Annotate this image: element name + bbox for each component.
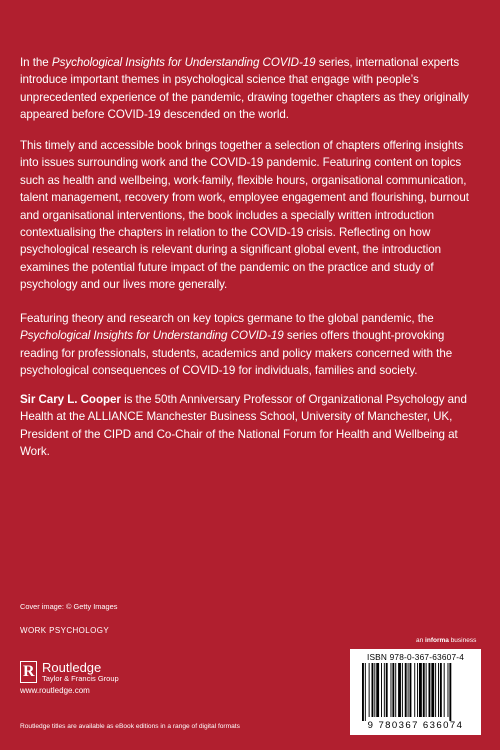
- barcode-bar: [426, 663, 427, 717]
- series-intro-suffix: series, international experts introduce important themes in psychological science that engage with people’s unprecedented experience of the pandemic, drawing together chapters as they originally appeared before COVID-19 descended on the world.: [20, 56, 469, 122]
- barcode-bar: [410, 663, 412, 717]
- barcode-bar: [372, 663, 374, 717]
- barcode-icon: [354, 663, 477, 721]
- barcode-bar: [386, 663, 388, 717]
- series-summary-prefix: Featuring theory and research on key topics germane to the global pandemic, the: [20, 312, 434, 325]
- barcode-bar: [405, 663, 407, 717]
- barcode-bar: [419, 663, 422, 717]
- barcode-bar: [376, 663, 379, 717]
- series-intro-paragraph: [20, 54, 482, 124]
- barcode-bar: [408, 663, 409, 717]
- barcode-bar: [429, 663, 431, 717]
- book-description-paragraph: This timely and accessible book brings together a selection of chapters offering insights into issues surrounding work and the COVID-19 pandemic. Featuring content on topics such as health and wellbeing, work-family, flexible hours, organisational communication, talent management, recovery from work, employee engagement and flourishing, burnout and organisational interventions, the book includes a specially written introduction contextualising the chapters in relation to the COVID-19 crisis. Reflecting on how psychological research is relevant during a significant global event, the introduction examines the potential future impact of the pandemic on the practice and study of psychology and our lives more generally.: [20, 139, 469, 292]
- series-intro-prefix: In the: [20, 56, 52, 69]
- series-summary-suffix: series offers thought-provoking reading for professionals, students, academics and policy makers concerned with the psychological consequences of COVID-19 for individuals, families and society.: [20, 329, 453, 378]
- barcode-bar: [398, 663, 401, 717]
- logo-letter: R: [23, 663, 35, 680]
- ebook-note: Routledge titles are available as eBook editions in a range of digital formats: [20, 723, 240, 730]
- informa-prefix: an: [416, 637, 426, 644]
- barcode-bar: [431, 663, 434, 717]
- publisher-group: Taylor & Francis Group: [42, 674, 119, 683]
- barcode-bar: [365, 663, 366, 721]
- barcode-bar: [444, 663, 445, 717]
- barcode-bar: [438, 663, 439, 717]
- publisher-name: Routledge: [42, 660, 102, 675]
- series-title: Psychological Insights for Understanding COVID-19: [51, 56, 316, 69]
- barcode-bar: [435, 663, 436, 717]
- barcode-bar: [423, 663, 425, 717]
- isbn-barcode: [350, 649, 481, 735]
- informa-business-tag: [416, 637, 476, 645]
- barcode-bar: [417, 663, 418, 717]
- barcode-bar: [392, 663, 394, 717]
- barcode-bar: [448, 663, 449, 717]
- routledge-logo-icon: [20, 661, 37, 683]
- barcode-bar: [414, 663, 415, 717]
- barcode-bar: [449, 663, 451, 721]
- author-bio-text: is the 50th Anniversary Professor of Organizational Psychology and Health at the ALLIANCE Manchester Business School, University of Manchester, UK, President of the CIPD and Co-Chair of the National Forum for Health and Wellbeing at Work.: [20, 393, 467, 459]
- author-bio-paragraph: [20, 391, 482, 461]
- barcode-bar: [395, 663, 396, 717]
- barcode-bar: [362, 663, 364, 721]
- author-name: Sir Cary L. Cooper: [20, 393, 121, 406]
- series-summary-paragraph: [20, 310, 482, 380]
- barcode-bar: [440, 663, 442, 717]
- subject-category: WORK PSYCHOLOGY: [20, 626, 110, 635]
- barcode-bar: [374, 663, 375, 717]
- barcode-bar: [402, 663, 403, 717]
- isbn-label: ISBN 978-0-367-63607-4: [366, 652, 465, 662]
- cover-image-credit: Cover image: © Getty Images: [20, 602, 118, 611]
- barcode-bar: [391, 663, 392, 717]
- barcode-bar: [384, 663, 385, 717]
- informa-suffix: business: [448, 637, 477, 644]
- informa-brand: informa: [425, 637, 449, 644]
- publisher-website: www.routledge.com: [20, 686, 90, 695]
- barcode-digits: 9 780367 636074: [367, 720, 464, 731]
- barcode-bar: [381, 663, 382, 717]
- series-title: Psychological Insights for Understanding COVID-19: [20, 329, 284, 343]
- barcode-bar: [369, 663, 370, 717]
